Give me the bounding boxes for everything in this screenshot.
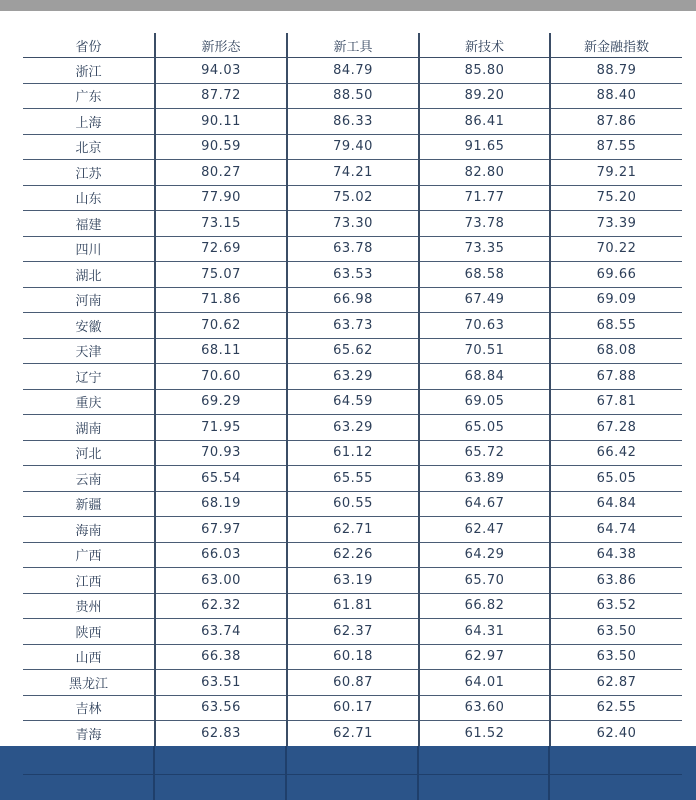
cell-new-form: 70.62 xyxy=(155,313,287,339)
header-new-finance-index: 新金融指数 xyxy=(550,33,682,58)
cell-province: 云南 xyxy=(23,466,155,492)
cell-new-finance-index: 73.39 xyxy=(550,211,682,237)
cell-province: 吉林 xyxy=(23,695,155,721)
cell-new-tech: 65.05 xyxy=(419,415,550,441)
cell-new-form: 90.11 xyxy=(155,109,287,135)
cell-new-tool: 63.29 xyxy=(287,364,419,390)
cell-new-tech: 65.72 xyxy=(419,440,550,466)
cell-new-tech: 62.47 xyxy=(419,517,550,543)
cell-province: 北京 xyxy=(23,134,155,160)
cell-province: 山西 xyxy=(23,644,155,670)
cell-new-tool: 60.55 xyxy=(287,491,419,517)
cell-new-form: 69.29 xyxy=(155,389,287,415)
cell-new-tool: 74.21 xyxy=(287,160,419,186)
cell-new-tool: 60.17 xyxy=(287,695,419,721)
cell-new-tool: 75.02 xyxy=(287,185,419,211)
cell-new-finance-index: 65.05 xyxy=(550,466,682,492)
cell-new-tech: 64.29 xyxy=(419,542,550,568)
cell-new-tech: 68.58 xyxy=(419,262,550,288)
table-row xyxy=(23,109,682,135)
cell-new-tool: 88.50 xyxy=(287,83,419,109)
cell-new-finance-index: 69.09 xyxy=(550,287,682,313)
cell-new-finance-index: 63.86 xyxy=(550,568,682,594)
cell-new-finance-index: 64.84 xyxy=(550,491,682,517)
cell-new-finance-index: 62.55 xyxy=(550,695,682,721)
cell-new-finance-index: 69.66 xyxy=(550,262,682,288)
cell-new-finance-index: 68.08 xyxy=(550,338,682,364)
table-row xyxy=(23,211,682,237)
cell-new-tech: 69.05 xyxy=(419,389,550,415)
cell-new-finance-index: 70.22 xyxy=(550,236,682,262)
cell-new-form: 63.00 xyxy=(155,568,287,594)
cell-new-tech: 64.31 xyxy=(419,619,550,645)
cell-new-form: 73.15 xyxy=(155,211,287,237)
header-province: 省份 xyxy=(23,33,155,58)
cell-province: 陕西 xyxy=(23,619,155,645)
cell-new-tech: 70.51 xyxy=(419,338,550,364)
cell-province: 山东 xyxy=(23,185,155,211)
cell-province: 四川 xyxy=(23,236,155,262)
cell-new-finance-index: 62.40 xyxy=(550,721,682,747)
table-row xyxy=(23,670,682,696)
cell-province: 黑龙江 xyxy=(23,670,155,696)
cell-new-finance-index: 66.42 xyxy=(550,440,682,466)
table-row xyxy=(23,364,682,390)
cell-new-tool: 63.73 xyxy=(287,313,419,339)
cell-new-tech: 89.20 xyxy=(419,83,550,109)
cell-new-finance-index: 64.74 xyxy=(550,517,682,543)
cell-new-tech: 68.84 xyxy=(419,364,550,390)
cell-new-tool: 62.71 xyxy=(287,721,419,747)
cell-province: 上海 xyxy=(23,109,155,135)
cell-new-form: 68.19 xyxy=(155,491,287,517)
cell-new-tech: 64.01 xyxy=(419,670,550,696)
cell-new-form: 70.60 xyxy=(155,364,287,390)
cell-new-tool: 65.62 xyxy=(287,338,419,364)
cell-new-tool: 63.19 xyxy=(287,568,419,594)
cell-new-tool: 62.26 xyxy=(287,542,419,568)
table-row xyxy=(23,721,682,747)
cell-province: 天津 xyxy=(23,338,155,364)
cell-new-finance-index: 87.55 xyxy=(550,134,682,160)
cell-province: 贵州 xyxy=(23,593,155,619)
cell-new-form: 62.83 xyxy=(155,721,287,747)
cell-new-tech: 63.60 xyxy=(419,695,550,721)
cell-new-form: 90.59 xyxy=(155,134,287,160)
table-row xyxy=(23,338,682,364)
cell-new-tech: 64.67 xyxy=(419,491,550,517)
header-new-tech: 新技术 xyxy=(419,33,550,58)
cell-new-form: 66.03 xyxy=(155,542,287,568)
cell-new-finance-index: 63.50 xyxy=(550,619,682,645)
cell-new-tech: 71.77 xyxy=(419,185,550,211)
table-row xyxy=(23,568,682,594)
table-row xyxy=(23,83,682,109)
bottom-band-rule xyxy=(23,774,682,775)
cell-province: 青海 xyxy=(23,721,155,747)
cell-province: 浙江 xyxy=(23,58,155,84)
cell-province: 湖北 xyxy=(23,262,155,288)
bottom-blue-band xyxy=(0,746,696,800)
cell-new-tech: 73.78 xyxy=(419,211,550,237)
fintech-index-table xyxy=(23,33,682,747)
cell-new-form: 65.54 xyxy=(155,466,287,492)
cell-new-finance-index: 88.79 xyxy=(550,58,682,84)
cell-province: 新疆 xyxy=(23,491,155,517)
table-header-row xyxy=(23,33,682,58)
cell-new-finance-index: 62.87 xyxy=(550,670,682,696)
cell-new-form: 63.74 xyxy=(155,619,287,645)
cell-new-form: 71.86 xyxy=(155,287,287,313)
cell-province: 江苏 xyxy=(23,160,155,186)
top-gray-bar xyxy=(0,0,696,11)
cell-new-tech: 82.80 xyxy=(419,160,550,186)
cell-new-tool: 60.18 xyxy=(287,644,419,670)
cell-new-finance-index: 79.21 xyxy=(550,160,682,186)
cell-new-tool: 65.55 xyxy=(287,466,419,492)
cell-new-form: 75.07 xyxy=(155,262,287,288)
cell-new-tool: 64.59 xyxy=(287,389,419,415)
table-row xyxy=(23,542,682,568)
cell-new-tech: 61.52 xyxy=(419,721,550,747)
cell-new-finance-index: 67.88 xyxy=(550,364,682,390)
table-row xyxy=(23,593,682,619)
cell-new-form: 94.03 xyxy=(155,58,287,84)
table-row xyxy=(23,389,682,415)
cell-province: 辽宁 xyxy=(23,364,155,390)
cell-new-form: 63.51 xyxy=(155,670,287,696)
cell-new-form: 77.90 xyxy=(155,185,287,211)
cell-province: 安徽 xyxy=(23,313,155,339)
cell-new-tech: 67.49 xyxy=(419,287,550,313)
cell-province: 江西 xyxy=(23,568,155,594)
cell-new-finance-index: 87.86 xyxy=(550,109,682,135)
cell-new-finance-index: 68.55 xyxy=(550,313,682,339)
cell-new-finance-index: 63.50 xyxy=(550,644,682,670)
table-row xyxy=(23,517,682,543)
cell-new-tech: 91.65 xyxy=(419,134,550,160)
cell-new-form: 62.32 xyxy=(155,593,287,619)
cell-new-form: 70.93 xyxy=(155,440,287,466)
table-row xyxy=(23,440,682,466)
cell-new-tool: 66.98 xyxy=(287,287,419,313)
cell-new-tool: 61.81 xyxy=(287,593,419,619)
cell-new-tool: 63.29 xyxy=(287,415,419,441)
cell-new-finance-index: 75.20 xyxy=(550,185,682,211)
cell-new-tool: 61.12 xyxy=(287,440,419,466)
cell-new-tech: 65.70 xyxy=(419,568,550,594)
cell-province: 重庆 xyxy=(23,389,155,415)
cell-new-form: 71.95 xyxy=(155,415,287,441)
cell-new-finance-index: 67.81 xyxy=(550,389,682,415)
cell-province: 广东 xyxy=(23,83,155,109)
cell-new-tool: 84.79 xyxy=(287,58,419,84)
table-row xyxy=(23,415,682,441)
header-new-form: 新形态 xyxy=(155,33,287,58)
cell-new-form: 67.97 xyxy=(155,517,287,543)
header-new-tool: 新工具 xyxy=(287,33,419,58)
cell-province: 福建 xyxy=(23,211,155,237)
cell-province: 河南 xyxy=(23,287,155,313)
cell-new-tech: 66.82 xyxy=(419,593,550,619)
cell-province: 海南 xyxy=(23,517,155,543)
table-row xyxy=(23,58,682,84)
cell-new-finance-index: 64.38 xyxy=(550,542,682,568)
index-table-container xyxy=(23,33,682,747)
cell-new-tool: 63.78 xyxy=(287,236,419,262)
cell-new-form: 68.11 xyxy=(155,338,287,364)
table-row xyxy=(23,134,682,160)
table-row xyxy=(23,160,682,186)
cell-new-tool: 62.71 xyxy=(287,517,419,543)
table-row xyxy=(23,466,682,492)
cell-new-tool: 79.40 xyxy=(287,134,419,160)
table-body xyxy=(23,58,682,747)
cell-new-form: 63.56 xyxy=(155,695,287,721)
cell-new-tool: 60.87 xyxy=(287,670,419,696)
cell-province: 湖南 xyxy=(23,415,155,441)
cell-new-form: 87.72 xyxy=(155,83,287,109)
cell-new-finance-index: 63.52 xyxy=(550,593,682,619)
cell-new-tech: 70.63 xyxy=(419,313,550,339)
table-row xyxy=(23,619,682,645)
cell-new-tool: 73.30 xyxy=(287,211,419,237)
cell-new-tech: 86.41 xyxy=(419,109,550,135)
table-row xyxy=(23,262,682,288)
cell-new-tool: 63.53 xyxy=(287,262,419,288)
cell-new-tool: 62.37 xyxy=(287,619,419,645)
cell-new-form: 66.38 xyxy=(155,644,287,670)
cell-province: 河北 xyxy=(23,440,155,466)
cell-new-tech: 63.89 xyxy=(419,466,550,492)
cell-province: 广西 xyxy=(23,542,155,568)
table-row xyxy=(23,236,682,262)
cell-new-finance-index: 88.40 xyxy=(550,83,682,109)
cell-new-tech: 62.97 xyxy=(419,644,550,670)
table-row xyxy=(23,695,682,721)
table-row xyxy=(23,313,682,339)
table-row xyxy=(23,185,682,211)
cell-new-form: 72.69 xyxy=(155,236,287,262)
cell-new-form: 80.27 xyxy=(155,160,287,186)
table-row xyxy=(23,287,682,313)
cell-new-tech: 73.35 xyxy=(419,236,550,262)
table-row xyxy=(23,491,682,517)
table-row xyxy=(23,644,682,670)
cell-new-tech: 85.80 xyxy=(419,58,550,84)
cell-new-finance-index: 67.28 xyxy=(550,415,682,441)
cell-new-tool: 86.33 xyxy=(287,109,419,135)
